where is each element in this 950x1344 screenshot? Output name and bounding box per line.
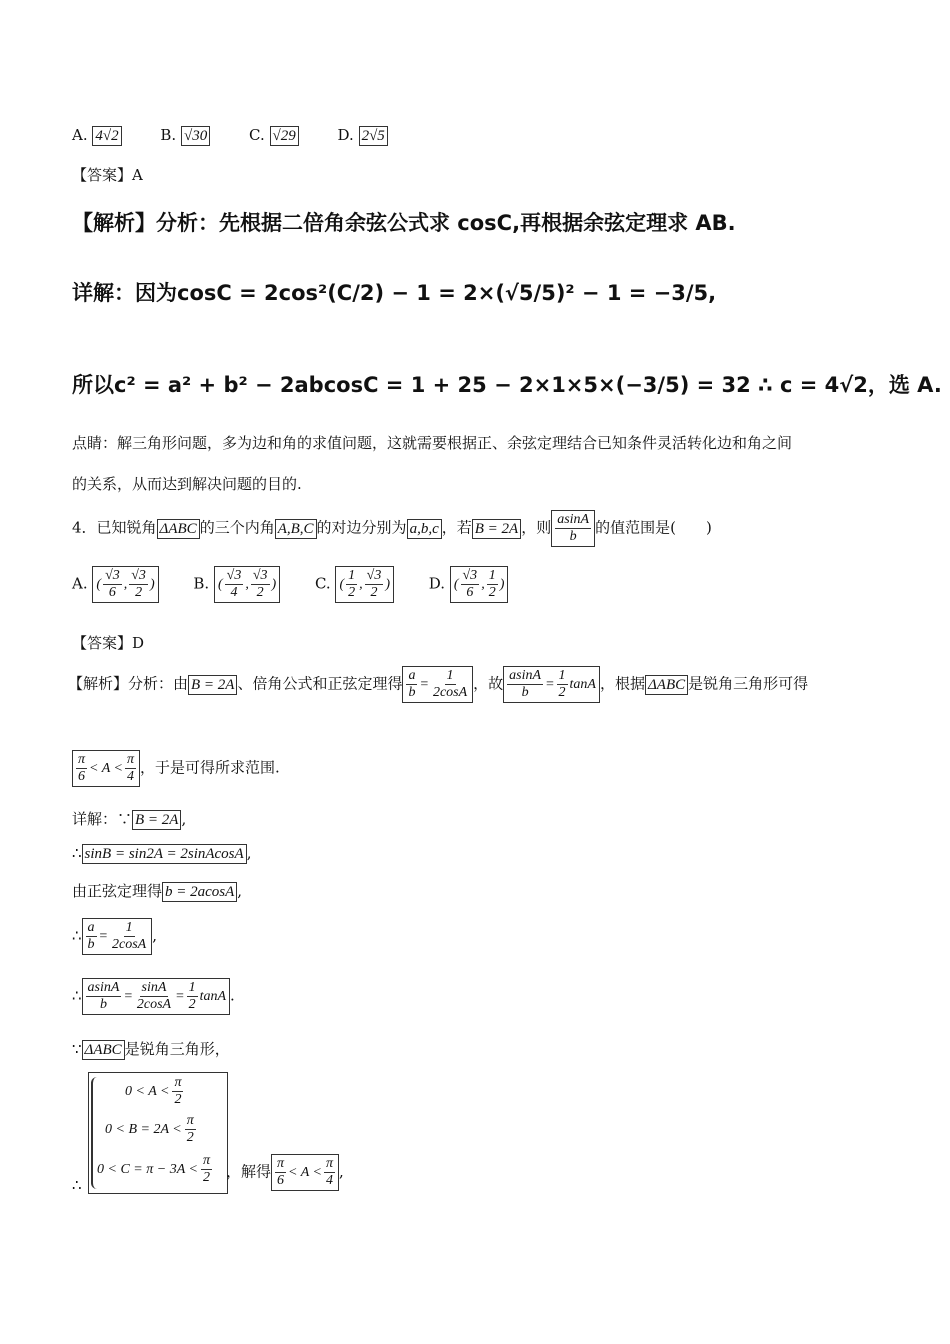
q4-option-d: D. ( $\frac{√3}{6}$ , $\frac{1}{2}$ ) — [429, 566, 509, 603]
analysis-q4: 【解析】分析：由 B = 2A 、倍角公式和正弦定理得 $\frac{a}{b}$ = $\frac{1}{2\cos A}$ ，故 $\frac{asinA}{b}$ = $\frac{1}{2}$ tanA ，根据 ΔABC 是锐角三角形可得 — [68, 666, 808, 703]
q4-stem: 4．已知锐角 ΔABC 的三个内角 A,B,C 的对边分别为 a,b,c ，若 B = 2A ，则 $\frac{asinA}{b}$ 的值范围是( ) — [72, 510, 712, 547]
q4-option-c: C. ( $\frac{1}{2}$ , $\frac{√3}{2}$ ) — [315, 566, 394, 603]
conclusion-q3: 所以c² = a² + b² − 2abcosC = 1 + 25 − 2×1×5×(−3/5) = 32 ∴ c = 4√2，选 A. — [72, 373, 942, 397]
detail-7-result: ，解得 $\frac{\pi}{6}$ < A < $\frac{\pi}{4}$ , — [226, 1154, 344, 1191]
range-line: $\frac{\pi}{6}$ < A < $\frac{\pi}{4}$ ，于是可得所求范围. — [72, 750, 280, 787]
option-d: D. 2√5 — [338, 126, 388, 146]
answer-q3: 【答案】A — [72, 166, 143, 184]
q3-options — [72, 126, 422, 146]
option-b: B. √30 — [160, 126, 210, 146]
detail-5: ∴ $\frac{asinA}{b}$ = $\frac{\sin A}{2\cos A}$ = $\frac{1}{2}$ tanA . — [72, 978, 235, 1015]
detail-4: ∴ $\frac{a}{b}$ = $\frac{1}{2\cos A}$ , — [72, 918, 157, 955]
detail-q3: 详解：因为cosC = 2cos²(C/2) − 1 = 2×(√5/5)² − 1 = −3/5, — [72, 281, 717, 305]
detail-7: ∴ — [72, 1176, 82, 1194]
detail-2: ∴ sinB = sin2A = 2sinAcosA , — [72, 844, 252, 862]
analysis-q3: 【解析】分析：先根据二倍角余弦公式求 cosC,再根据余弦定理求 AB. — [72, 211, 736, 235]
q4-option-a: A. ( $\frac{√3}{6}$ , $\frac{√3}{2}$ ) — [72, 566, 159, 603]
q4-option-b: B. ( $\frac{√3}{4}$ , $\frac{√3}{2}$ ) — [193, 566, 280, 603]
detail-1: 详解：∵ B = 2A , — [72, 810, 187, 828]
answer-q4: 【答案】D — [72, 634, 145, 652]
inequality-system: 0 < A < $\frac{\pi}{2}$ 0 < B = 2A < $\frac{\pi}{2}$ 0 < C = π − 3A < $\frac{\pi}{2}$ — [88, 1072, 228, 1194]
q4-options — [72, 566, 542, 603]
option-c: C. √29 — [249, 126, 299, 146]
comment-line-2: 的关系，从而达到解决问题的目的. — [72, 475, 302, 493]
option-a: A. 4√2 — [72, 126, 122, 146]
detail-3: 由正弦定理得 b = 2acosA , — [72, 882, 243, 900]
comment-line-1: 点睛：解三角形问题，多为边和角的求值问题，这就需要根据正、余弦定理结合已知条件灵活转化边和角之间 — [72, 434, 793, 452]
detail-6: ∵ ΔABC 是锐角三角形， — [72, 1040, 230, 1058]
